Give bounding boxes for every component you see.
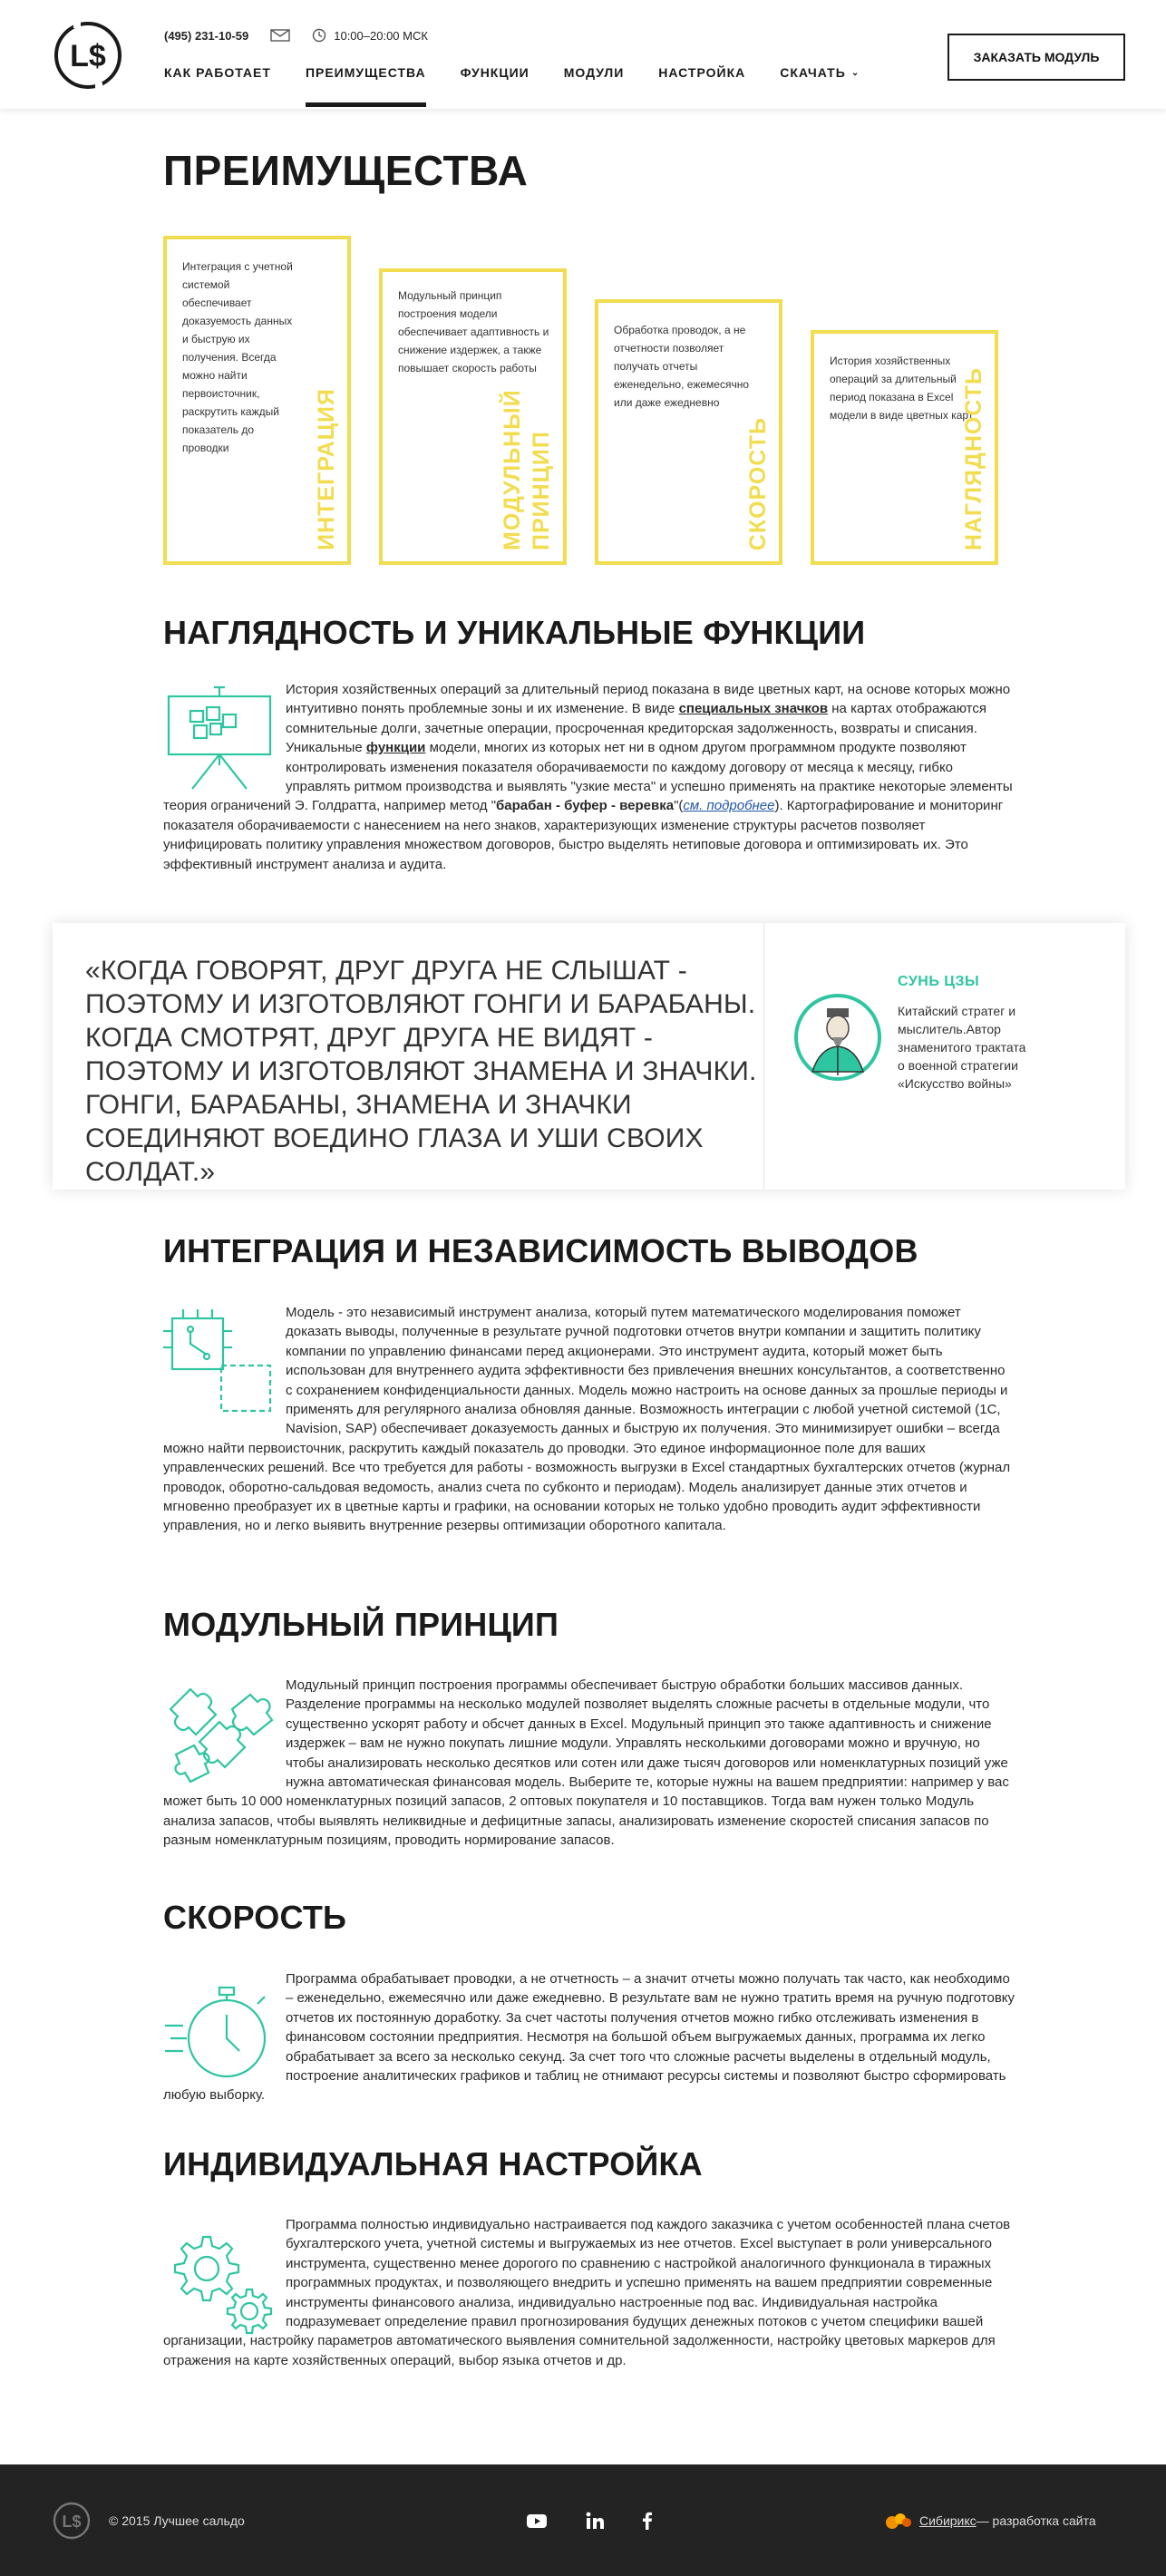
author-avatar: [792, 992, 883, 1083]
copyright: © 2015 Лучшее сальдо: [109, 2513, 245, 2528]
nav-item-how-it-works[interactable]: КАК РАБОТАЕТ: [164, 65, 271, 80]
advantage-text: Модульный принцип построения модели обеспечивает адаптивность и снижение издержек, а также повышает скорость работы: [398, 289, 549, 374]
section-title-integration: ИНТЕГРАЦИЯ И НЕЗАВИСИМОСТЬ ВЫВОДОВ: [163, 1232, 918, 1269]
nav-item-download[interactable]: [780, 65, 860, 107]
section-text-visibility: [163, 680, 1015, 874]
section-text-integration: [163, 1303, 1015, 1536]
youtube-icon[interactable]: [526, 2510, 548, 2532]
advantage-text: История хозяйственных операций за длительный период показана в Excel модели в виде цветных карт: [830, 355, 974, 422]
svg-text:L$: L$: [70, 39, 106, 73]
text-fragment: Модульный принцип построения программы обеспечивает быструю обработки больших массивов данных. Разделение программы на несколько модулей позволяет выделять сложные расчеты в отдельные модули, что существенно ускорят работу и обсчет данных в Excel. Модульный принцип это также адаптивность и снижение издержек – вам не нужно покупать лишние модули. Управлять несколькими договорами можно и вручную, но чтобы анализировать несколько десятков или сотен или даже тысяч договоров или номенклатурных позиций уже нужна автоматическая финансовая модель. Выберите те, которые нужны на вашем предприятии: например у вас может быть 10 000 номенклатурных позиций запасов, 2 оптовых покупателя и 10 поставщиков. Тогда вам нужен только Модуль анализа запасов, чтобы выявлять неликвидные и дефицитные запасы, анализировать изменение скоростей списания запасов по разным номенклатурным позициям, проводить нормирование запасов.: [163, 1677, 1009, 1849]
section-title-visibility: НАГЛЯДНОСТЬ И УНИКАЛЬНЫЕ ФУНКЦИИ: [163, 614, 866, 651]
text-fragment: модели, многих из которых нет ни в одном другом программном продукте позволяют контролировать изменения показателя оборачиваемости по каждому договору от месяца к месяцу, гибко управлять ритмом производства и выявлять "узкие места" и успешно применять на практике некоторые элементы теория ограничений Э. Голдратта, например метод ": [163, 740, 1013, 814]
site-header: [0, 0, 1166, 109]
site-footer: [0, 2464, 1166, 2576]
work-hours: 10:00–20:00 МСК: [334, 28, 428, 43]
section-text-speed: [163, 1969, 1015, 2105]
section-title-speed: СКОРОСТЬ: [163, 1899, 347, 1936]
float-spacer: [163, 1303, 286, 1421]
quote-text: «КОГДА ГОВОРЯТ, ДРУГ ДРУГА НЕ СЛЫШАТ - ПОЭТОМУ И ИЗГОТОВЛЯЮТ ГОНГИ И БАРАБАНЫ. КОГДА СМОТРЯТ, ДРУГ ДРУГА НЕ ВИДЯТ - ПОЭТОМУ И ИЗГОТОВЛЯЮТ ЗНАМЕНА И ЗНАЧКИ. ГОНГИ, БАРАБАНЫ, ЗНАМЕНА И ЗНАЧКИ СОЕДИНЯЮТ ВОЕДИНО ГЛАЗА И УШИ СВОИХ СОЛДАТ.»: [85, 956, 757, 1187]
advantage-text: Интеграция с учетной системой обеспечивает доказуемость данных и быструю их получения. Всегда можно найти первоисточник, раскрутить каждый показатель до проводки: [182, 260, 293, 454]
advantage-label: МОДУЛЬНЫЙ ПРИНЦИП: [500, 389, 554, 550]
page-title: ПРЕИМУЩЕСТВА: [163, 147, 529, 194]
section-text-modular: [163, 1676, 1015, 1851]
quote-author: СУНЬ ЦЗЫ: [898, 974, 980, 989]
chevron-down-icon: ⌄: [850, 67, 860, 78]
contacts-bar: [164, 28, 428, 43]
nav-item-functions[interactable]: ФУНКЦИИ: [460, 65, 530, 80]
text-fragment: "(: [674, 798, 684, 814]
nav-item-advantages[interactable]: ПРЕИМУЩЕСТВА: [306, 65, 426, 107]
float-spacer: [163, 680, 286, 789]
footer-logo-icon[interactable]: [52, 2501, 92, 2541]
sibirix-logo-icon: [883, 2512, 914, 2530]
logo-icon[interactable]: [52, 19, 124, 92]
advantage-label: НАГЛЯДНОСТЬ: [961, 366, 986, 550]
advantage-label: СКОРОСТЬ: [745, 416, 771, 550]
nav-item-download-label: СКАЧАТЬ: [780, 65, 846, 80]
advantage-card-integration: [163, 236, 351, 565]
functions-link[interactable]: функции: [365, 740, 426, 756]
nav-item-setup[interactable]: НАСТРОЙКА: [658, 65, 746, 80]
phone-number[interactable]: (495) 231-10-59: [164, 28, 249, 43]
bold-phrase: барабан - буфер - веревка: [496, 798, 675, 814]
more-details-link[interactable]: см. подробнее: [683, 798, 775, 814]
section-text-custom: [163, 2215, 1015, 2370]
section-title-modular: МОДУЛЬНЫЙ ПРИНЦИП: [163, 1606, 559, 1643]
quote-block: [53, 923, 1125, 1190]
quote-author-desc: Китайский стратег и мыслитель.Автор знаменитого трактата о военной стратегии «Искусство войны»: [898, 1004, 1026, 1091]
quote-divider: [763, 923, 764, 1190]
facebook-icon[interactable]: [636, 2510, 658, 2532]
developer-credit: [883, 2512, 1096, 2530]
mail-icon[interactable]: [270, 29, 290, 42]
text-fragment: на картах отображаются сомнительные долги, зачетные операции, просроченная кредиторская задолженность, возвраты и списания. Уникальные: [286, 701, 986, 756]
special-icons-link[interactable]: специальных значков: [678, 701, 829, 717]
sibirix-link[interactable]: Сибирикс: [919, 2513, 977, 2528]
advantage-card-modular: [379, 268, 567, 565]
float-spacer: [163, 1969, 286, 2083]
advantage-card-speed: [595, 299, 782, 565]
order-module-button[interactable]: ЗАКАЗАТЬ МОДУЛЬ: [947, 34, 1125, 81]
svg-text:L$: L$: [62, 2513, 82, 2531]
developer-text: — разработка сайта: [976, 2513, 1096, 2528]
nav-item-modules[interactable]: МОДУЛИ: [563, 65, 625, 80]
text-fragment: Программа полностью индивидуально настраивается под каждого заказчика с учетом особенностей плана счетов бухгалтерского учета, учетной системы и выгружаемых из нее отчетов. Excel выступает в роли универсального инструмента, существенно менее дорогого по сравнению с настройкой аналогичного функционала в тиражных программных продуктах, и позволяющего внедрить и успешно применять на вашем предприятии современные инструменты финансового анализа, индивидуально настроенные под вас. Индивидуальная настройка подразумевает определение правил прогнозирования будущих денежных потоков с учетом специфики вашей организации, настройку параметров автоматического выявления сомнительной задолженности, настройку цветовых маркеров для отражения на карте хозяйственных операций, выбор языка отчетов и др.: [163, 2217, 1011, 2368]
main-nav: [164, 65, 894, 107]
advantage-text: Обработка проводок, а не отчетности позволяет получать отчеты еженедельно, ежемесячно или даже ежедневно: [614, 324, 749, 409]
clock-icon: [312, 28, 326, 43]
text-fragment: История хозяйственных операций за длительный период показана в виде цветных карт, на основе которых можно интуитивно понять проблемные зоны и их изменение. В виде: [286, 682, 1011, 717]
text-fragment: Программа обрабатывает проводки, а не отчетность – а значит отчеты можно получать так часто, как необходимо – еженедельно, ежемесячно или даже ежедневно. В результате вам не нужно тратить время на ручную подготовку отчетов их постоянную доработку. За счет частоты получения отчетов можно гибко отслеживать изменения в финансовом состоянии предприятия. Несмотря на большой объем выгружаемых данных, программа их легко обрабатывает за всего за несколько секунд. За счет того что сложные расчеты выделены в отдельный модуль, построение аналитических графиков и таблиц не отнимают ресурсы системы и позволяют быстро сформировать любую выборку.: [163, 1971, 1015, 2104]
text-fragment: ). Картографирование и мониторинг показателя оборачиваемости с нанесением на него знаков, характеризующих изменение структуры расчетов позволяет унифицировать политику управления множеством договоров, быстро выделять нетиповые договора и оптимизировать их. Это эффективный инструмент анализа и аудита.: [163, 798, 1004, 872]
advantage-card-visibility: [811, 330, 998, 565]
float-spacer: [163, 2215, 286, 2328]
float-spacer: [163, 1676, 286, 1784]
text-fragment: Модель - это независимый инструмент анализа, который путем математического моделирования поможет доказать выводы, полученные в результате ручной подготовки отчетов внутри компании и защитить политику компании по управлению финансами перед акционерами. Это инструмент аудита, который может быть использован для внутреннего аудита эффективности без привлечения внешних консультантов, а соответственно с сохранением конфиденциальности данных. Модель можно настроить на основе данных за прошлые периоды и применять для регулярного анализа обновляя данные. Возможность интеграции с любой учетной системой (1C, Navision, SAP) обеспечивает доказуемость данных и быструю их получения. Это минимизирует ошибки – всегда можно найти первоисточник, раскрутить каждый показатель до проводки. Это единое информационное поле для ваших управленческих решений. Все что требуется для работы - возможность выгрузки в Excel стандартных бухгалтерских отчетов (журнал проводок, оборотно-сальдовая ведомость, анализ счета по субконто и периодам). Модель анализирует данные этих отчетов и мгновенно преобразует их в цветные карты и графики, на основании которых не только удобно проводить аудит эффективности управления, но и легко выявить внутренние резервы оптимизации оборотного капитала.: [163, 1305, 1011, 1534]
linkedin-icon[interactable]: [584, 2510, 606, 2532]
section-title-custom: ИНДИВИДУАЛЬНАЯ НАСТРОЙКА: [163, 2145, 703, 2182]
advantage-label: ИНТЕГРАЦИЯ: [314, 388, 339, 550]
